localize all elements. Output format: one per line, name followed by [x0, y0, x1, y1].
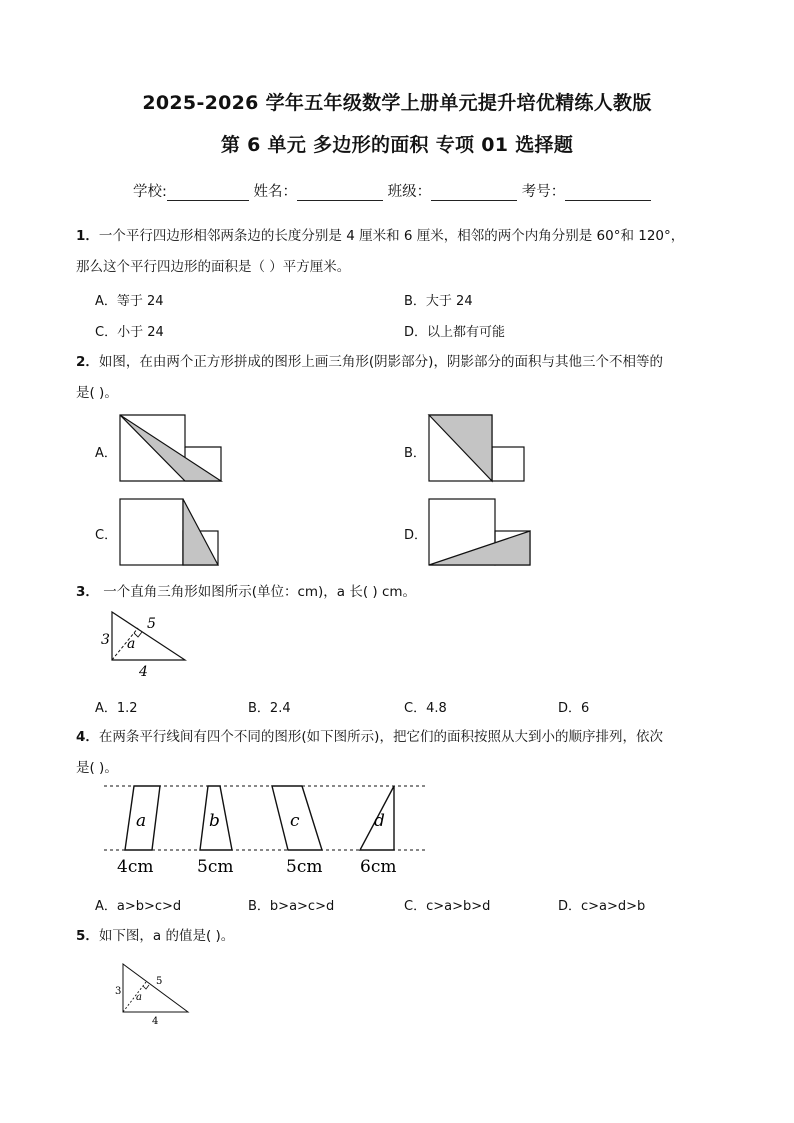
- q4-option-a[interactable]: A．a>b>c>d: [95, 899, 182, 914]
- label-b: b: [209, 811, 220, 831]
- question-text: 如下图，a 的值是( )。: [98, 928, 235, 944]
- q4-option-d[interactable]: D．c>a>d>b: [558, 899, 646, 914]
- q3-option-c[interactable]: C．4.8: [404, 701, 447, 716]
- q4-parallel-figure: [100, 780, 430, 880]
- q2-figure-d: [427, 497, 533, 569]
- name-field[interactable]: [297, 184, 383, 201]
- exam-label: 考号：: [521, 184, 566, 200]
- school-field[interactable]: [167, 184, 249, 201]
- label-a: a: [127, 636, 136, 652]
- question-4-line2: 是( )。: [76, 760, 118, 776]
- base-d: 6cm: [360, 857, 397, 877]
- base-b: 5cm: [197, 857, 234, 877]
- question-1-line2: 那么这个平行四边形的面积是（ ）平方厘米。: [76, 259, 351, 275]
- class-label: 班级：: [387, 184, 432, 200]
- base-a: 4cm: [117, 857, 154, 877]
- label-4: 4: [139, 664, 148, 680]
- q3-option-b[interactable]: B．2.4: [248, 701, 291, 716]
- question-1: [76, 226, 726, 246]
- question-2-line2: 是( )。: [76, 385, 118, 401]
- shaded-triangle: [183, 499, 218, 565]
- label-d: d: [374, 811, 385, 831]
- page-title: 2025-2026 学年五年级数学上册单元提升培优精练人教版: [142, 92, 652, 114]
- label-3: 3: [101, 632, 110, 648]
- student-info-line: [133, 180, 651, 201]
- q2-option-b[interactable]: B．: [404, 446, 426, 461]
- question-number: 1．: [76, 228, 99, 244]
- exam-number-field[interactable]: [565, 184, 651, 201]
- question-text: 如图，在由两个正方形拼成的图形上画三角形(阴影部分)，阴影部分的面积与其他三个不相等的: [98, 354, 663, 370]
- question-number: 5．: [76, 928, 99, 944]
- q5-triangle-figure: [110, 958, 196, 1030]
- q4-option-c[interactable]: C．c>a>b>d: [404, 899, 491, 914]
- question-4: [76, 727, 726, 747]
- q2-option-a[interactable]: A．: [95, 446, 117, 461]
- question-number: 4．: [76, 729, 99, 745]
- label-4: 4: [152, 1016, 159, 1027]
- name-label: 姓名：: [253, 184, 297, 200]
- q1-option-a[interactable]: A．等于 24: [95, 294, 164, 309]
- base-c: 5cm: [286, 857, 323, 877]
- page-subtitle: 第 6 单元 多边形的面积 专项 01 选择题: [220, 134, 574, 156]
- class-field[interactable]: [431, 184, 517, 201]
- shaded-triangle: [429, 531, 530, 565]
- question-5: [76, 926, 726, 946]
- label-a: a: [136, 992, 142, 1003]
- q2-figure-b: [427, 413, 527, 485]
- question-number: 3．: [76, 584, 99, 600]
- label-5: 5: [156, 976, 163, 987]
- question-number: 2．: [76, 354, 99, 370]
- q2-option-c[interactable]: C．: [95, 528, 118, 543]
- shaded-triangle: [120, 415, 221, 481]
- question-3: [76, 582, 726, 602]
- label-5: 5: [147, 616, 156, 632]
- question-text: 一个平行四边形相邻两条边的长度分别是 4 厘米和 6 厘米，相邻的两个内角分别是 60°和 120°，: [98, 228, 685, 244]
- question-2: [76, 352, 726, 372]
- q1-option-c[interactable]: C．小于 24: [95, 325, 164, 340]
- shaded-triangle: [429, 415, 492, 481]
- school-label: 学校:: [133, 184, 167, 200]
- label-c: c: [290, 811, 300, 831]
- label-a: a: [136, 811, 147, 831]
- q2-figure-a: [118, 413, 224, 485]
- q3-option-a[interactable]: A．1.2: [95, 701, 138, 716]
- q1-option-b[interactable]: B．大于 24: [404, 294, 473, 309]
- question-text: 一个直角三角形如图所示(单位：cm)，a 长( ) cm。: [98, 584, 417, 600]
- label-3: 3: [115, 986, 122, 997]
- q3-option-d[interactable]: D．6: [558, 701, 590, 716]
- q2-option-d[interactable]: D．: [404, 528, 428, 543]
- q2-figure-c: [118, 497, 224, 569]
- q4-option-b[interactable]: B．b>a>c>d: [248, 899, 335, 914]
- question-text: 在两条平行线间有四个不同的图形(如下图所示)，把它们的面积按照从大到小的顺序排列，依次: [98, 729, 663, 745]
- q1-option-d[interactable]: D．以上都有可能: [404, 325, 506, 340]
- q3-triangle-figure: [92, 606, 192, 686]
